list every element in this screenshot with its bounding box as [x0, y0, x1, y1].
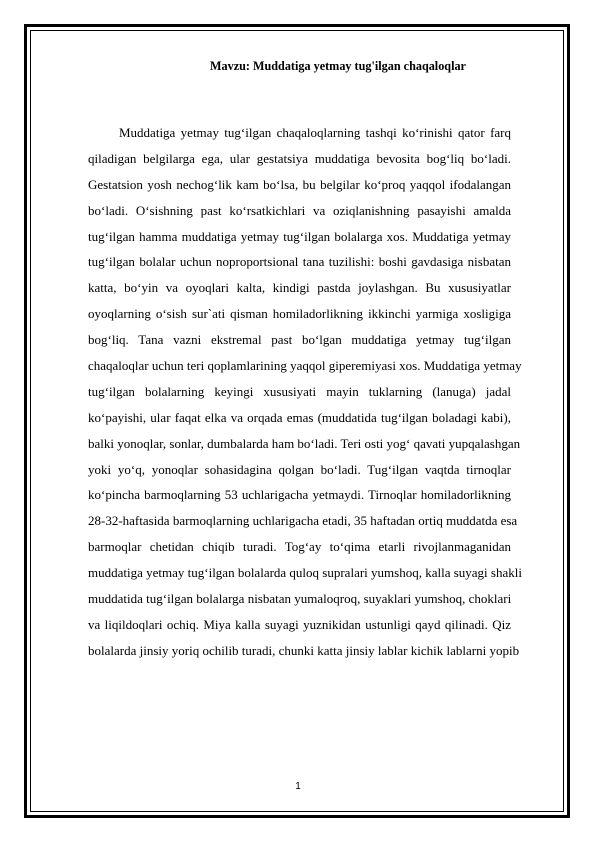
- text-line: ko‘pincha barmoqlarning 53 uchlarigacha yetmaydi. Tirnoqlar homiladorlikning: [88, 487, 511, 503]
- page-number: 1: [295, 781, 301, 792]
- text-line: tug‘ilgan bolalar uchun noproportsional tana tuzilishi: boshi gavdasiga nisbatan: [88, 254, 511, 270]
- text-line: bo‘ladi. O‘sishning past ko‘rsatkichlari va oziqlanishning pasayishi amalda: [88, 202, 511, 218]
- text-line: Gestatsion yosh nechog‘lik kam bo‘lsa, bu belgilar ko‘proq yaqqol ifodalangan: [88, 176, 511, 192]
- text-line: chaqaloqlar uchun teri qoplamlarining yaqqol giperemiyasi xos. Muddatiga yetmay: [88, 358, 522, 374]
- text-line: ko‘payishi, ular faqat elka va orqada emas (muddatida tug‘ilgan boladagi kabi),: [88, 409, 511, 425]
- text-line: oyoqlarning o‘sish sur`ati qisman homiladorlikning ikkinchi yarmiga xosligiga: [88, 306, 511, 322]
- text-line: bolalarda jinsiy yoriq ochilib turadi, chunki katta jinsiy lablar kichik lablarni yopib: [88, 642, 520, 658]
- text-line: tug‘ilgan bolalarning keyingi xususiyati mayin tuklarning (lanuga) jadal: [88, 383, 511, 399]
- text-line: balki yonoqlar, sonlar, dumbalarda ham bo‘ladi. Teri osti yog‘ qavati yupqalashgan: [88, 435, 521, 451]
- text-line: bog‘liq. Tana vazni ekstremal past bo‘lgan muddatiga yetmay tug‘ilgan: [88, 332, 511, 348]
- body-paragraph: [88, 120, 522, 664]
- document-title: Mavzu: Muddatiga yetmay tug'ilgan chaqaloqlar: [210, 59, 466, 73]
- text-line: barmoqlar chetidan chiqib turadi. Tog‘ay to‘qima etarli rivojlanmaganidan: [88, 539, 511, 555]
- text-line: va liqildoqlari ochiq. Miya kalla suyagi yuznikidan ustunligi qayd qilinadi. Qiz: [88, 616, 511, 632]
- text-line: tug‘ilgan hamma muddatiga yetmay tug‘ilgan bolalarga xos. Muddatiga yetmay: [88, 228, 511, 244]
- text-line: muddatiga yetmay tug‘ilgan bolalarda quloq supralari yumshoq, kalla suyagi shakli: [88, 565, 522, 581]
- text-line: qiladigan belgilarga ega, ular gestatsiya muddatiga bevosita bog‘liq bo‘ladi.: [88, 150, 511, 166]
- text-line: katta, bo‘yin va oyoqlari kalta, kindigi pastda joylashgan. Bu xususiyatlar: [88, 280, 511, 296]
- text-line: Muddatiga yetmay tug‘ilgan chaqaloqlarning tashqi ko‘rinishi qator farq: [119, 125, 511, 140]
- text-line: muddatida tug‘ilgan bolalarga nisbatan yumaloqroq, suyaklari yumshoq, choklari: [88, 591, 512, 607]
- text-line: 28-32-haftasida barmoqlarning uchlarigacha etadi, 35 haftadan ortiq muddatda esa: [88, 513, 518, 529]
- text-line: yoki yo‘q, yonoqlar sohasidagina qolgan bo‘ladi. Tug‘ilgan vaqtda tirnoqlar: [88, 461, 511, 477]
